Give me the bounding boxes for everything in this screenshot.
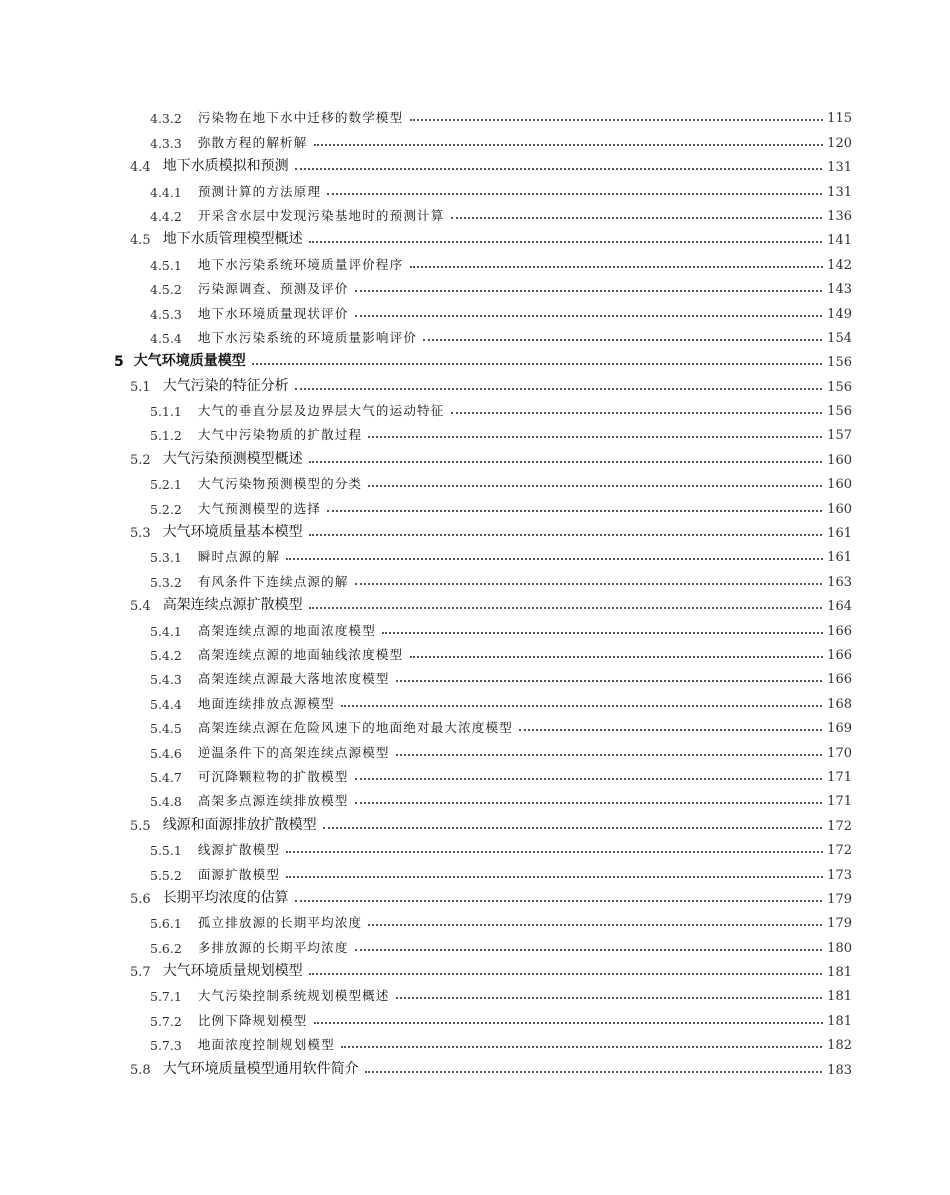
dot-leader (396, 754, 846, 756)
toc-entry-title: 地面连续排放点源模型 (198, 694, 341, 713)
toc-entry-title: 地下水环境质量现状评价 (198, 304, 355, 323)
toc-entry-number: 4.5.3 (150, 306, 182, 322)
toc-entry-title: 多排放源的长期平均浓度 (198, 938, 355, 957)
toc-entry (0, 859, 950, 883)
dot-leader (451, 412, 846, 414)
dot-leader (309, 607, 846, 609)
toc-entry-number: 5.3.2 (150, 574, 182, 590)
toc-entry-number: 5.3 (130, 526, 151, 542)
toc-entry (0, 981, 950, 1005)
toc-entry-title: 大气环境质量规划模型 (163, 960, 309, 981)
toc-entry-title: 大气环境质量模型 (134, 350, 252, 371)
dot-leader (396, 997, 846, 999)
toc-entry-number: 4.4 (130, 160, 151, 176)
toc-entry-title: 地面浓度控制规划模型 (198, 1035, 341, 1054)
dot-leader (355, 778, 846, 780)
toc-entry (0, 371, 950, 395)
toc-entry (0, 493, 950, 517)
toc-entry-page: 180 (823, 941, 852, 956)
toc-entry (0, 127, 950, 151)
toc-entry-title: 比例下降规划模型 (198, 1011, 314, 1030)
dot-leader (451, 217, 846, 219)
toc-entry-title: 高架连续点源的地面浓度模型 (198, 621, 382, 640)
toc-entry-page: 161 (823, 550, 852, 565)
toc-entry (0, 957, 950, 981)
toc-entry (0, 786, 950, 810)
dot-leader (309, 973, 846, 975)
dot-leader (382, 632, 846, 634)
toc-entry-number: 5.4.7 (150, 769, 182, 785)
toc-entry-number: 5.4.5 (150, 721, 182, 737)
toc-entry (0, 323, 950, 347)
dot-leader (519, 729, 846, 731)
toc-entry (0, 615, 950, 639)
toc-entry-page: 172 (823, 843, 852, 858)
toc-entry-number: 5.2 (130, 452, 151, 468)
toc-entry-page: 143 (823, 282, 852, 297)
toc-entry-number: 5 (114, 354, 124, 371)
toc-entry-page: 160 (823, 477, 852, 492)
toc-entry (0, 420, 950, 444)
dot-leader (314, 1022, 846, 1024)
toc-entry-title: 污染物在地下水中迁移的数学模型 (198, 108, 410, 127)
toc-entry-page: 149 (823, 307, 852, 322)
toc-entry-page: 156 (823, 380, 852, 395)
toc-entry-number: 4.5.4 (150, 330, 182, 346)
toc-entry (0, 664, 950, 688)
toc-entry-page: 172 (823, 819, 852, 834)
toc-entry-number: 5.8 (130, 1062, 151, 1078)
toc-entry (0, 518, 950, 542)
toc-entry-page: 181 (823, 1014, 852, 1029)
dot-leader (327, 510, 846, 512)
dot-leader (252, 363, 846, 365)
toc-entry-title: 地下水质模拟和预测 (163, 155, 295, 176)
dot-leader (309, 534, 846, 536)
toc-entry (0, 469, 950, 493)
toc-entry-page: 160 (823, 502, 852, 517)
toc-entry-title: 高架连续点源在危险风速下的地面绝对最大浓度模型 (198, 718, 519, 737)
toc-entry-title: 有风条件下连续点源的解 (198, 572, 355, 591)
toc-entry-title: 高架多点源连续排放模型 (198, 791, 355, 810)
toc-entry-number: 5.5 (130, 818, 151, 834)
toc-entry-title: 高架连续点源最大落地浓度模型 (198, 669, 396, 688)
toc-entry-number: 5.7 (130, 965, 151, 981)
toc-entry-page: 164 (823, 599, 852, 614)
toc-entry (0, 542, 950, 566)
toc-entry-page: 171 (823, 770, 852, 785)
toc-entry-title: 高架连续点源扩散模型 (163, 594, 309, 615)
toc-entry-number: 5.4.6 (150, 745, 182, 761)
toc-entry-number: 4.5.1 (150, 257, 182, 273)
toc-entry-title: 地下水污染系统环境质量评价程序 (198, 255, 410, 274)
toc-entry (0, 249, 950, 273)
toc-entry-page: 157 (823, 428, 852, 443)
toc-entry-title: 大气污染预测模型概述 (163, 448, 309, 469)
toc-entry-number: 4.5.2 (150, 282, 182, 298)
dot-leader (368, 924, 846, 926)
toc-entry-title: 开采含水层中发现污染基地时的预测计算 (198, 206, 451, 225)
toc-entry-number: 5.4.3 (150, 672, 182, 688)
table-of-contents (0, 103, 950, 1079)
toc-entry-page: 154 (823, 331, 852, 346)
toc-entry-number: 5.7.1 (150, 989, 182, 1005)
toc-entry (0, 762, 950, 786)
toc-entry-title: 大气环境质量基本模型 (163, 521, 309, 542)
toc-entry-number: 4.3.2 (150, 111, 182, 127)
toc-entry-page: 163 (823, 575, 852, 590)
dot-leader (355, 583, 846, 585)
toc-entry-number: 4.4.2 (150, 208, 182, 224)
dot-leader (368, 436, 846, 438)
toc-entry-page: 131 (823, 160, 852, 175)
toc-entry-number: 5.1.1 (150, 404, 182, 420)
dot-leader (396, 680, 846, 682)
dot-leader (295, 168, 846, 170)
toc-entry-title: 大气污染的特征分析 (163, 375, 295, 396)
dot-leader (410, 656, 846, 658)
dot-leader (286, 558, 846, 560)
toc-entry (0, 566, 950, 590)
toc-entry-number: 5.2.1 (150, 477, 182, 493)
toc-entry-number: 5.4.4 (150, 696, 182, 712)
toc-entry-title: 瞬时点源的解 (198, 547, 286, 566)
toc-entry-number: 5.6.2 (150, 940, 182, 956)
dot-leader (355, 802, 846, 804)
toc-entry-title: 大气的垂直分层及边界层大气的运动特征 (198, 401, 451, 420)
toc-entry-page: 115 (823, 111, 852, 126)
toc-entry-title: 污染源调查、预测及评价 (198, 279, 355, 298)
dot-leader (341, 1046, 846, 1048)
toc-entry-page: 136 (823, 209, 852, 224)
toc-entry (0, 810, 950, 834)
toc-entry-title: 大气污染物预测模型的分类 (198, 474, 368, 493)
toc-entry-number: 5.7.2 (150, 1013, 182, 1029)
dot-leader (286, 851, 846, 853)
toc-entry (0, 737, 950, 761)
toc-entry-title: 地下水污染系统的环境质量影响评价 (198, 328, 423, 347)
toc-entry (0, 640, 950, 664)
toc-entry (0, 835, 950, 859)
dot-leader (355, 290, 846, 292)
toc-entry (0, 396, 950, 420)
toc-entry-number: 4.4.1 (150, 184, 182, 200)
toc-entry-page: 160 (823, 453, 852, 468)
dot-leader (314, 144, 846, 146)
toc-entry-page: 179 (823, 892, 852, 907)
toc-entry-number: 5.1.2 (150, 428, 182, 444)
toc-entry-page: 182 (823, 1038, 852, 1053)
toc-entry-title: 大气预测模型的选择 (198, 499, 327, 518)
dot-leader (410, 119, 846, 121)
dot-leader (410, 266, 846, 268)
toc-entry (0, 298, 950, 322)
toc-entry (0, 932, 950, 956)
dot-leader (309, 461, 846, 463)
toc-entry-page: 168 (823, 697, 852, 712)
dot-leader (309, 241, 846, 243)
toc-entry-title: 线源扩散模型 (198, 840, 286, 859)
toc-entry-number: 5.4.8 (150, 794, 182, 810)
toc-entry-page: 142 (823, 258, 852, 273)
toc-entry-title: 高架连续点源的地面轴线浓度模型 (198, 645, 410, 664)
toc-entry-title: 可沉降颗粒物的扩散模型 (198, 767, 355, 786)
toc-entry-title: 线源和面源排放扩散模型 (163, 814, 323, 835)
dot-leader (323, 827, 846, 829)
toc-entry (0, 444, 950, 468)
toc-entry-title: 预测计算的方法原理 (198, 182, 327, 201)
toc-entry-page: 169 (823, 721, 852, 736)
toc-entry-page: 156 (823, 355, 852, 370)
toc-entry (0, 176, 950, 200)
toc-entry (0, 347, 950, 371)
toc-entry (0, 1054, 950, 1078)
toc-entry-page: 166 (823, 624, 852, 639)
toc-entry-title: 长期平均浓度的估算 (163, 887, 295, 908)
toc-entry-title: 弥散方程的解析解 (198, 133, 314, 152)
toc-entry-page: 181 (823, 989, 852, 1004)
toc-entry-number: 5.3.1 (150, 550, 182, 566)
dot-leader (341, 705, 846, 707)
toc-entry-page: 173 (823, 868, 852, 883)
toc-entry-page: 161 (823, 526, 852, 541)
dot-leader (355, 949, 846, 951)
toc-entry (0, 274, 950, 298)
toc-entry-page: 181 (823, 965, 852, 980)
toc-entry (0, 201, 950, 225)
toc-entry-page: 166 (823, 648, 852, 663)
toc-entry (0, 908, 950, 932)
toc-entry-number: 5.4 (130, 599, 151, 615)
toc-entry (0, 103, 950, 127)
toc-entry-page: 170 (823, 746, 852, 761)
toc-entry (0, 1030, 950, 1054)
toc-entry-number: 5.1 (130, 379, 151, 395)
toc-entry (0, 591, 950, 615)
toc-entry-number: 5.6.1 (150, 916, 182, 932)
toc-entry-number: 5.7.3 (150, 1038, 182, 1054)
toc-entry (0, 884, 950, 908)
toc-entry (0, 225, 950, 249)
toc-entry-number: 5.4.2 (150, 647, 182, 663)
dot-leader (295, 900, 846, 902)
dot-leader (368, 485, 846, 487)
toc-entry (0, 152, 950, 176)
toc-entry-number: 5.6 (130, 891, 151, 907)
dot-leader (286, 876, 846, 878)
toc-entry-title: 大气中污染物质的扩散过程 (198, 425, 368, 444)
toc-entry-page: 166 (823, 672, 852, 687)
toc-entry-title: 大气环境质量模型通用软件简介 (163, 1058, 365, 1079)
dot-leader (355, 315, 846, 317)
toc-entry-page: 171 (823, 794, 852, 809)
toc-entry-title: 大气污染控制系统规划模型概述 (198, 986, 396, 1005)
dot-leader (423, 339, 846, 341)
toc-entry-number: 5.5.1 (150, 843, 182, 859)
toc-entry-title: 逆温条件下的高架连续点源模型 (198, 743, 396, 762)
toc-entry-page: 179 (823, 916, 852, 931)
toc-entry-page: 120 (823, 136, 852, 151)
toc-entry-page: 131 (823, 185, 852, 200)
toc-entry-number: 4.3.3 (150, 135, 182, 151)
toc-entry-page: 141 (823, 233, 852, 248)
toc-entry-title: 地下水质管理模型概述 (163, 228, 309, 249)
toc-entry-number: 5.2.2 (150, 501, 182, 517)
toc-entry (0, 713, 950, 737)
dot-leader (295, 388, 846, 390)
dot-leader (327, 193, 846, 195)
toc-entry-number: 4.5 (130, 233, 151, 249)
toc-entry-title: 面源扩散模型 (198, 865, 286, 884)
toc-entry-page: 156 (823, 404, 852, 419)
toc-entry (0, 688, 950, 712)
toc-entry-title: 孤立排放源的长期平均浓度 (198, 913, 368, 932)
toc-entry-number: 5.4.1 (150, 623, 182, 639)
toc-entry-number: 5.5.2 (150, 867, 182, 883)
toc-entry (0, 1005, 950, 1029)
dot-leader (365, 1071, 846, 1073)
toc-entry-page: 183 (823, 1063, 852, 1078)
